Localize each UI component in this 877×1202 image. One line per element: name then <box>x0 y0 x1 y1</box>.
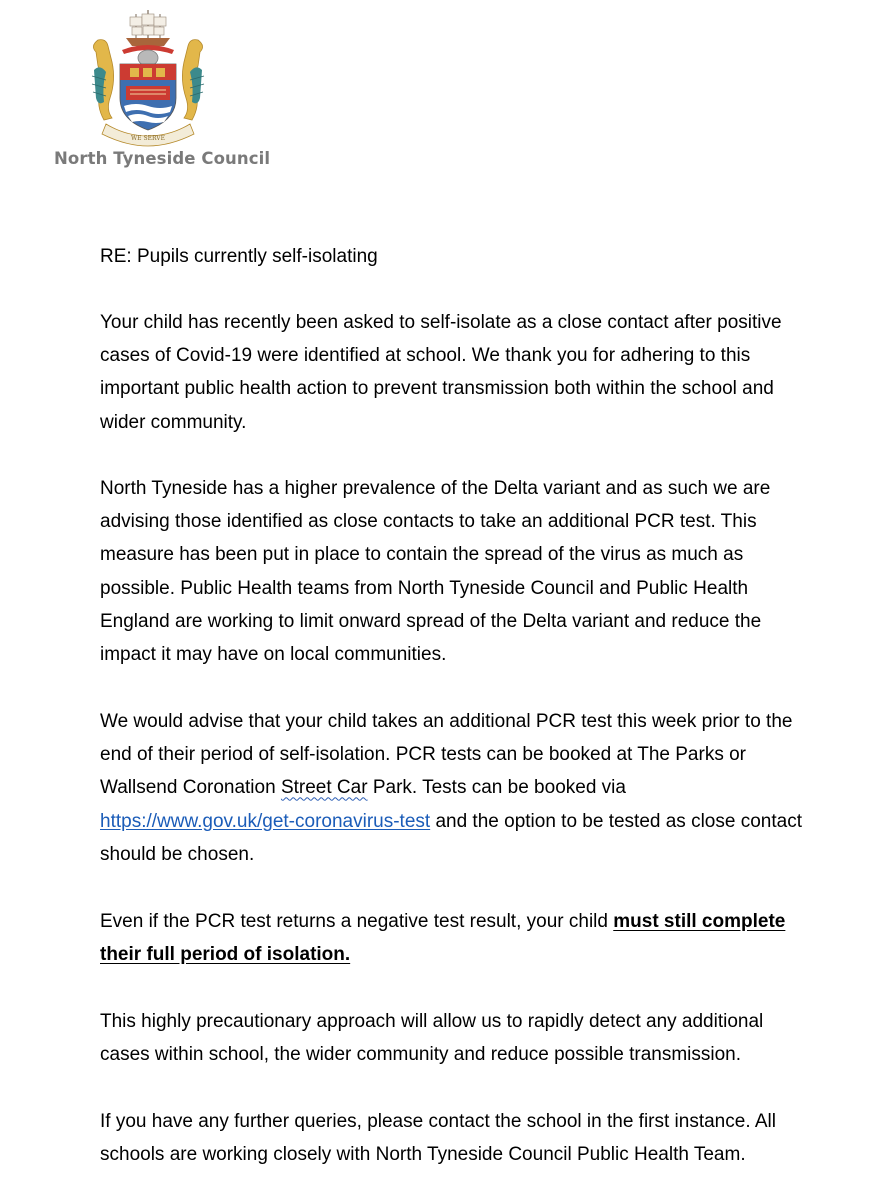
paragraph-further-queries <box>100 1105 830 1171</box>
emphasis-text: their full period of isolation. <box>100 944 351 966</box>
paragraph-precautionary <box>100 1005 830 1071</box>
paragraph-line: schools are working closely with North Tyneside Council Public Health Team. <box>100 1144 746 1166</box>
paragraph-line: If you have any further queries, please contact the school in the first instance. All <box>100 1111 776 1132</box>
text-run: Even if the PCR test returns a negative test result, your child <box>100 911 614 932</box>
paragraph-line: wider community. <box>100 411 247 433</box>
spellcheck-flagged-text: Street Car <box>280 777 368 799</box>
paragraph-line <box>100 938 830 971</box>
text-run: Park. Tests can be booked via <box>367 777 626 799</box>
paragraph-line: should be chosen. <box>100 843 255 865</box>
subject-line: RE: Pupils currently self-isolating <box>100 246 378 267</box>
paragraph-line: cases within school, the wider community and reduce possible transmission. <box>100 1044 742 1066</box>
paragraph-delta-variant <box>100 472 830 671</box>
paragraph-line: North Tyneside has a higher prevalence of the Delta variant and as such we are <box>100 478 771 499</box>
council-crest-logo <box>86 6 210 148</box>
paragraph-line <box>100 905 830 938</box>
paragraph-line: measure has been put in place to contain the spread of the virus as much as <box>100 544 744 566</box>
coronavirus-test-link[interactable]: https://www.gov.uk/get-coronavirus-test <box>100 810 431 832</box>
paragraph-line: advising those identified as close contacts to take an additional PCR test. This <box>100 511 757 533</box>
paragraph-line: cases of Covid-19 were identified at school. We thank you for adhering to this <box>100 345 751 367</box>
paragraph-line: impact it may have on local communities. <box>100 643 447 665</box>
paragraph-line: important public health action to prevent transmission both within the school and <box>100 378 774 400</box>
paragraph-line: We would advise that your child takes an additional PCR test this week prior to the <box>100 711 793 732</box>
paragraph-line <box>100 771 830 804</box>
paragraph-line: Your child has recently been asked to self-isolate as a close contact after positive <box>100 312 782 333</box>
paragraph-line: This highly precautionary approach will allow us to rapidly detect any additional <box>100 1011 764 1032</box>
paragraph-line: England are working to limit onward spread of the Delta variant and reduce the <box>100 610 762 632</box>
council-name: North Tyneside Council <box>54 149 271 168</box>
letter-subject <box>100 240 830 273</box>
emphasis-text: must still complete <box>613 911 786 932</box>
crest-motto: WE SERVE <box>131 135 165 142</box>
paragraph-pcr-booking <box>100 705 830 871</box>
paragraph-negative-result <box>100 905 830 971</box>
paragraph-line <box>100 805 830 838</box>
text-run: Wallsend Coronation <box>100 777 281 799</box>
paragraph-self-isolation <box>100 306 830 439</box>
text-run: and the option to be tested as close contact <box>430 810 802 832</box>
paragraph-line: possible. Public Health teams from North Tyneside Council and Public Health <box>100 577 749 599</box>
paragraph-line: end of their period of self-isolation. PCR tests can be booked at The Parks or <box>100 744 746 766</box>
